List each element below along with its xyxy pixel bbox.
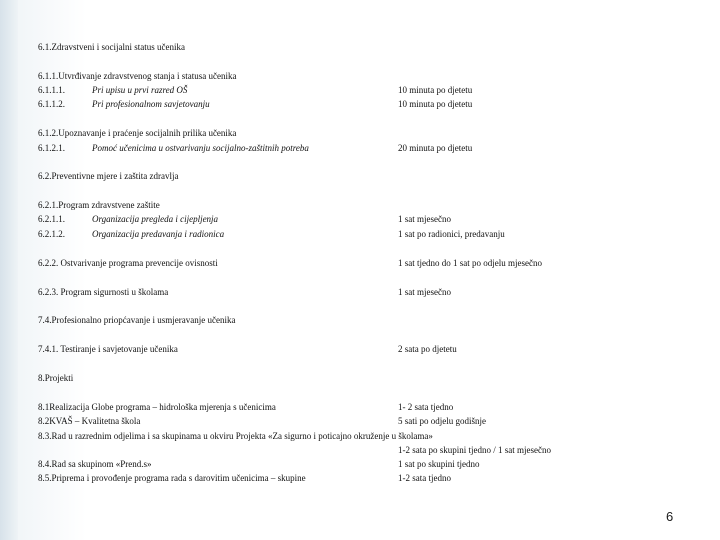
project-item: 8.2KVAŠ – Kvalitetna škola <box>38 416 141 426</box>
item-number: 6.1.2.1. <box>38 143 65 153</box>
section-heading: 6.1.Zdravstveni i socijalni status učenika <box>38 42 185 52</box>
item-time: 5 sati po odjelu godišnje <box>398 416 486 426</box>
item-time: 10 minuta po djetetu <box>398 99 473 109</box>
project-item: 8.1Realizacija Globe programa – hidrološka mjerenja s učenicima <box>38 402 276 412</box>
item-number: 6.2.1.2. <box>38 229 65 239</box>
item-number: 6.2.1.1. <box>38 214 65 224</box>
section-heading: 7.4.Profesionalno priopćavanje i usmjeravanje učenika <box>38 315 236 325</box>
subsection-heading: 6.2.3. Program sigurnosti u školama <box>38 287 169 297</box>
subsection-heading: 7.4.1. Testiranje i savjetovanje učenika <box>38 344 178 354</box>
project-item: 8.5.Priprema i provođenje programa rada s darovitim učenicima – skupine <box>38 473 306 483</box>
item-time: 20 minuta po djetetu <box>398 143 473 153</box>
subsection-heading: 6.1.2.Upoznavanje i praćenje socijalnih prilika učenika <box>38 128 237 138</box>
item-time: 10 minuta po djetetu <box>398 85 473 95</box>
item-time: 1 sat mjesečno <box>398 287 451 297</box>
item-number: 6.1.1.2. <box>38 99 65 109</box>
item-time: 1 sat po radionici, predavanju <box>398 229 505 239</box>
item-time: 1- 2 sata tjedno <box>398 402 454 412</box>
subsection-heading: 6.2.2. Ostvarivanje programa prevencije ovisnosti <box>38 258 218 268</box>
project-item: 8.4.Rad sa skupinom «Prend.s» <box>38 459 152 469</box>
subsection-heading: 6.2.1.Program zdravstvene zaštite <box>38 200 160 210</box>
item-description: Organizacija predavanja i radionica <box>92 229 225 239</box>
project-item: 8.3.Rad u razrednim odjelima i sa skupinama u okviru Projekta «Za sigurno i poticajno okruženje u školama» <box>38 431 433 441</box>
slide-left-band <box>0 0 18 540</box>
subsection-heading: 6.1.1.Utvrđivanje zdravstvenog stanja i statusa učenika <box>38 71 237 81</box>
item-number: 6.1.1.1. <box>38 85 65 95</box>
item-description: Pri profesionalnom savjetovanju <box>92 99 210 109</box>
item-time: 2 sata po djetetu <box>398 344 457 354</box>
item-time: 1-2 sata tjedno <box>398 473 451 483</box>
item-time: 1 sat mjesečno <box>398 214 451 224</box>
page-number: 6 <box>666 509 674 524</box>
item-description: Pri upisu u prvi razred OŠ <box>92 85 188 95</box>
item-description: Pomoć učenicima u ostvarivanju socijalno-zaštitnih potreba <box>92 143 309 153</box>
item-time: 1 sat tjedno do 1 sat po odjelu mjesečno <box>398 258 542 268</box>
item-time: 1 sat po skupini tjedno <box>398 459 480 469</box>
item-time: 1-2 sata po skupini tjedno / 1 sat mjesečno <box>398 445 551 455</box>
section-heading: 6.2.Preventivne mjere i zaštita zdravlja <box>38 171 179 181</box>
item-description: Organizacija pregleda i cijepljenja <box>92 214 219 224</box>
section-heading: 8.Projekti <box>38 373 74 383</box>
